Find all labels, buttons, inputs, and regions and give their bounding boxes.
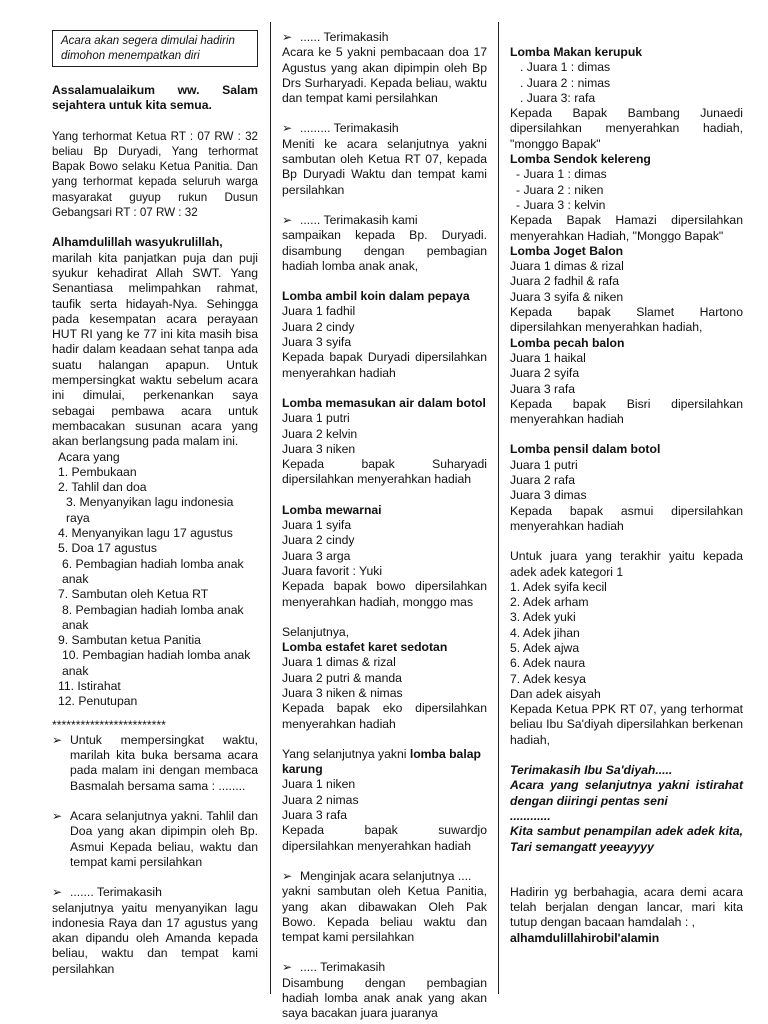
arrow-text: Menginjak acara selanjutnya .... [300, 868, 472, 883]
winner: Juara 2 nimas [282, 792, 359, 807]
winner: Juara 3 syifa [282, 335, 352, 350]
lomba-intro [282, 747, 487, 778]
lomba-title: Lomba ambil koin dalam pepaya [282, 289, 470, 304]
agenda-item: 11. Istirahat [58, 678, 121, 693]
arrow-text: ....... Terimakasih [70, 885, 162, 900]
winner: Juara 2 cindy [282, 319, 355, 334]
arrow-bullet-icon: ➢ [52, 885, 63, 900]
arrow-text: Untuk mempersingkat waktu, marilah kita buka bersama acara pada malam ini dengan membaca Basmalah bersama sama : ........ [70, 732, 258, 793]
winner: Juara favorit : Yuki [282, 563, 383, 578]
winner: Juara 3 niken [282, 441, 356, 456]
lomba-title: Lomba Sendok kelereng [510, 152, 651, 167]
winner: Juara 2 putri & manda [282, 670, 402, 685]
lomba-note: Kepada bapak suwardjo dipersilahkan menyerahkan hadiah [282, 823, 487, 853]
winner: Juara 1 syifa [282, 518, 352, 533]
winner: Juara 3 rafa [510, 381, 576, 396]
final-note: Kepada Ketua PPK RT 07, yang terhormat beliau Ibu Sa'diyah dipersilahkan berkenan hadiah, [510, 702, 743, 747]
winner: Juara 3 rafa [282, 808, 348, 823]
agenda-item: 10. Pembagian hadiah lomba anak anak [62, 648, 251, 678]
lomba-title: Lomba memasukan air dalam botol [282, 395, 486, 410]
winner: . Juara 1 : dimas [520, 60, 611, 75]
column-1 [52, 0, 258, 977]
closing-paragraph: Hadirin yg berbahagia, acara demi acara telah berjalan dengan lancar, mari kita tutup dengan bacaan hamdalah : , [510, 884, 743, 930]
hamdalah-body: marilah kita panjatkan puja dan puji syukur kehadirat Allah SWT. Yang Senantiasa melimpahkan rahmat, taufik serta hidayah-Nya. Sehingga pada kesempatan acara perayaan HUT RI yang ke 77 ini kita masih bisa hadir dalam keadaan sehat tanpa ada suatu halangan apapun. Untuk mempersingkat waktu sebelum acara ini dimulai, perkenankan saya sebagai pembawa acara untuk membacakan susunan acara yang akan berlangsung pada malam ini. [52, 250, 258, 449]
lomba-title: Lomba estafet karet sedotan [282, 640, 448, 655]
arrow-text: Acara selanjutnya yakni. Tahlil dan Doa yang akan dipimpin oleh Bp. Asmui Kepada beliau, waktu dan tempat kami persilahkan [70, 809, 258, 869]
winner: Juara 1 putri [510, 457, 578, 472]
lomba-title: Lomba Makan kerupuk [510, 45, 643, 59]
list-item: 3. Adek yuki [510, 610, 576, 625]
winner: Juara 2 cindy [282, 533, 355, 548]
list-item: 1. Adek syifa kecil [510, 579, 607, 594]
paragraph: Disambung dengan pembagian hadiah lomba anak anak yang akan saya bacakan juara juaranya [282, 975, 487, 1021]
arrow-item [282, 30, 487, 45]
winner: Juara 3 arga [282, 548, 351, 563]
winner: Juara 3 syifa & niken [510, 289, 624, 304]
closing-end: alhamdulillahirobil'alamin [510, 930, 660, 945]
lomba-title: Lomba Joget Balon [510, 243, 624, 258]
arrow-item [52, 733, 258, 794]
final-extra: Dan adek aisyah [510, 686, 601, 701]
winner: Juara 1 putri [282, 411, 350, 426]
arrow-bullet-icon: ➢ [282, 30, 293, 44]
lomba-note: Kepada bapak Bisri dipersilahkan menyerahkan hadiah [510, 396, 743, 427]
lomba-note: Kepada Bapak Bambang Junaedi dipersilahkan menyerahkan hadiah, "monggo Bapak" [510, 106, 743, 151]
lomba-intro-text: Yang selanjutnya yakni [282, 746, 410, 761]
agenda-item: 2. Tahlil dan doa [58, 480, 147, 495]
arrow-item [282, 121, 487, 136]
winner: Juara 2 syifa [510, 366, 580, 381]
agenda-item: 8. Pembagian hadiah lomba anak anak [62, 602, 244, 632]
winner: Juara 1 dimas & rizal [282, 655, 396, 670]
notice-text: Acara akan segera dimulai hadirin dimohon menempatkan diri [61, 35, 235, 62]
winner: Juara 2 fadhil & rafa [510, 274, 620, 289]
final-intro: Untuk juara yang terakhir yaitu kepada adek adek kategori 1 [510, 549, 743, 579]
arrow-bullet-icon: ➢ [282, 868, 293, 883]
arrow-bullet-icon: ➢ [52, 809, 63, 824]
lomba-title: Lomba pecah balon [510, 335, 625, 350]
column-3 [510, 0, 743, 946]
lomba-note: Kepada Bapak Hamazi dipersilahkan menyerahkan Hadiah, "Monggo Bapak" [510, 213, 743, 243]
tari-line: Kita sambut penampilan adek adek kita, Tari semangatt yeeayyyy [510, 824, 743, 854]
lomba-note: Kepada bapak asmui dipersilahkan menyerahkan hadiah [510, 503, 743, 533]
list-item: 6. Adek naura [510, 656, 586, 671]
arrow-text: ..... Terimakasih [300, 960, 386, 975]
winner: - Juara 1 : dimas [516, 167, 607, 182]
paragraph: selanjutnya yaitu menyanyikan lagu indonesia Raya dan 17 agustus yang akan dipandu oleh Amanda kepada beliau, waktu dan tempat kami persilahkan [52, 900, 258, 976]
salam-heading: Assalamualaikum ww. Salam sejahtera untuk kita semua. [52, 83, 258, 113]
agenda-title: Acara yang [58, 449, 120, 464]
agenda-item: 4. Menyanyikan lagu 17 agustus [58, 526, 233, 541]
thanks-line: Terimakasih Ibu Sa'diyah..... [510, 763, 673, 778]
winner: Juara 3 dimas [510, 488, 587, 503]
agenda-item: 12. Penutupan [58, 694, 138, 709]
arrow-text: ...... Terimakasih kami [300, 212, 418, 227]
agenda-item: 7. Sambutan oleh Ketua RT [58, 587, 209, 602]
agenda-item: 5. Doa 17 agustus [58, 541, 157, 556]
winner: Juara 1 fadhil [282, 304, 356, 319]
agenda-item: 3. Menyanyikan lagu indonesia raya [66, 495, 234, 525]
lomba-note: Kepada bapak Suharyadi dipersilahkan menyerahkan hadiah [282, 457, 487, 487]
column-divider-left [270, 22, 271, 994]
arrow-bullet-icon: ➢ [52, 732, 63, 747]
agenda-list [52, 465, 258, 710]
list-item: 4. Adek jihan [510, 625, 580, 640]
winner: Juara 1 haikal [510, 350, 586, 365]
agenda-item: 6. Pembagian hadiah lomba anak anak [62, 556, 244, 586]
dots-line: ............ [510, 808, 551, 823]
notice-box [52, 30, 258, 67]
lomba-note: Kepada bapak Duryadi dipersilahkan menyerahkan hadiah [282, 350, 487, 380]
arrow-bullet-icon: ➢ [282, 960, 293, 975]
winner: - Juara 3 : kelvin [516, 197, 606, 212]
arrow-item [282, 213, 487, 228]
column-divider-right [498, 22, 499, 994]
lomba-title: Lomba pensil dalam botol [510, 442, 661, 457]
agenda-item: 9. Sambutan ketua Panitia [58, 633, 201, 648]
winner: - Juara 2 : niken [516, 182, 604, 197]
greeting-paragraph: Yang terhormat Ketua RT : 07 RW : 32 beliau Bp Duryadi, Yang terhormat Bapak Bowo selaku Ketua Panitia. Dan yang terhormat kepada seluruh warga masyarakat guyup rukun Dusun Gebangsari RT : 07 RW : 32 [52, 129, 258, 220]
list-item: 5. Adek ajwa [510, 640, 580, 655]
list-item: 2. Adek arham [510, 595, 589, 610]
lomba-title: Lomba mewarnai [282, 502, 382, 517]
rest-line: Acara yang selanjutnya yakni istirahat dengan diiringi pentas seni [510, 778, 743, 808]
winner: Juara 3 niken & nimas [282, 685, 403, 700]
arrow-item [282, 869, 487, 884]
lomba-note: Kepada bapak bowo dipersilahkan menyerahkan hadiah, monggo mas [282, 579, 487, 609]
hamdalah-title: Alhamdulillah wasyukrulillah, [52, 235, 223, 250]
final-list [510, 580, 743, 687]
paragraph: Meniti ke acara selanjutnya yakni sambutan oleh Ketua RT 07, kepada Bp Duryadi Waktu dan tempat kami persilahkan [282, 136, 487, 197]
arrow-item [282, 960, 487, 975]
winner: Juara 1 niken [282, 777, 356, 792]
arrow-text: ...... Terimakasih [300, 30, 389, 44]
arrow-text: ......... Terimakasih [300, 121, 399, 136]
next-label: Selanjutnya, [282, 624, 350, 639]
winner: Juara 2 kelvin [282, 426, 358, 441]
arrow-item [52, 809, 258, 870]
lomba-note: Kepada bapak eko dipersilahkan menyerahkan hadiah [282, 701, 487, 731]
agenda-item: 1. Pembukaan [58, 464, 137, 479]
paragraph: sampaikan kepada Bp. Duryadi. disambung dengan pembagian hadiah lomba anak anak, [282, 228, 487, 273]
list-item: 7. Adek kesya [510, 671, 586, 686]
paragraph: yakni sambutan oleh Ketua Panitia, yang akan dibawakan Oleh Pak Bowo. Kepada beliau waktu dan tempat kami persilahkan [282, 884, 487, 945]
winner: Juara 2 rafa [510, 473, 576, 488]
winner: Juara 1 dimas & rizal [510, 259, 624, 274]
winner: . Juara 2 : nimas [520, 75, 611, 90]
winner: . Juara 3: rafa [520, 90, 596, 105]
arrow-bullet-icon: ➢ [282, 121, 293, 136]
arrow-bullet-icon: ➢ [282, 212, 293, 227]
column-2 [282, 0, 487, 1022]
arrow-item [52, 885, 258, 900]
stars-divider: ************************ [52, 717, 166, 732]
lomba-title: lomba balap karung [282, 746, 481, 777]
lomba-note: Kepada bapak Slamet Hartono dipersilahkan menyerahkan hadiah, [510, 305, 743, 335]
paragraph: Acara ke 5 yakni pembacaan doa 17 Agustus yang akan dipimpin oleh Bp Drs Surharyadi. Kepada beliau, waktu dan tempat kami persilahkan [282, 45, 487, 106]
